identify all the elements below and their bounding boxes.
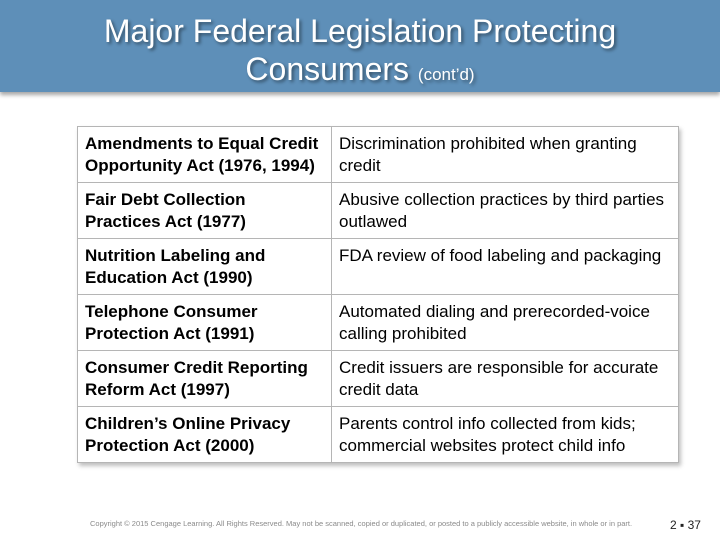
slide-title-line1: Major Federal Legislation Protecting [103, 13, 617, 49]
title-bar [0, 0, 720, 92]
table-row [78, 295, 679, 351]
slide-title-suffix: (cont’d) [417, 65, 475, 84]
law-description: Abusive collection practices by third parties outlawed [332, 183, 679, 239]
legislation-table [77, 126, 679, 463]
law-name: Children’s Online Privacy Protection Act (2000) [78, 407, 332, 463]
law-name: Telephone Consumer Protection Act (1991) [78, 295, 332, 351]
law-name: Nutrition Labeling and Education Act (1990) [78, 239, 332, 295]
law-description: Parents control info collected from kids; commercial websites protect child info [332, 407, 679, 463]
law-description: Discrimination prohibited when granting credit [332, 127, 679, 183]
law-description: FDA review of food labeling and packaging [332, 239, 679, 295]
law-name: Fair Debt Collection Practices Act (1977) [78, 183, 332, 239]
table-row [78, 183, 679, 239]
slide-title-main: Consumers [245, 51, 410, 87]
page-number: 2 ▪ 37 [670, 518, 701, 532]
slide-title-line2 [0, 50, 720, 94]
law-description: Automated dialing and prerecorded-voice calling prohibited [332, 295, 679, 351]
table-row [78, 127, 679, 183]
table-row [78, 407, 679, 463]
law-name: Amendments to Equal Credit Opportunity Act (1976, 1994) [78, 127, 332, 183]
table-row [78, 351, 679, 407]
copyright-footer: Copyright © 2015 Cengage Learning. All Rights Reserved. May not be scanned, copied or duplicated, or posted to a publicly accessible website, in whole or in part. [90, 519, 633, 528]
law-name: Consumer Credit Reporting Reform Act (1997) [78, 351, 332, 407]
table-row [78, 239, 679, 295]
law-description: Credit issuers are responsible for accurate credit data [332, 351, 679, 407]
